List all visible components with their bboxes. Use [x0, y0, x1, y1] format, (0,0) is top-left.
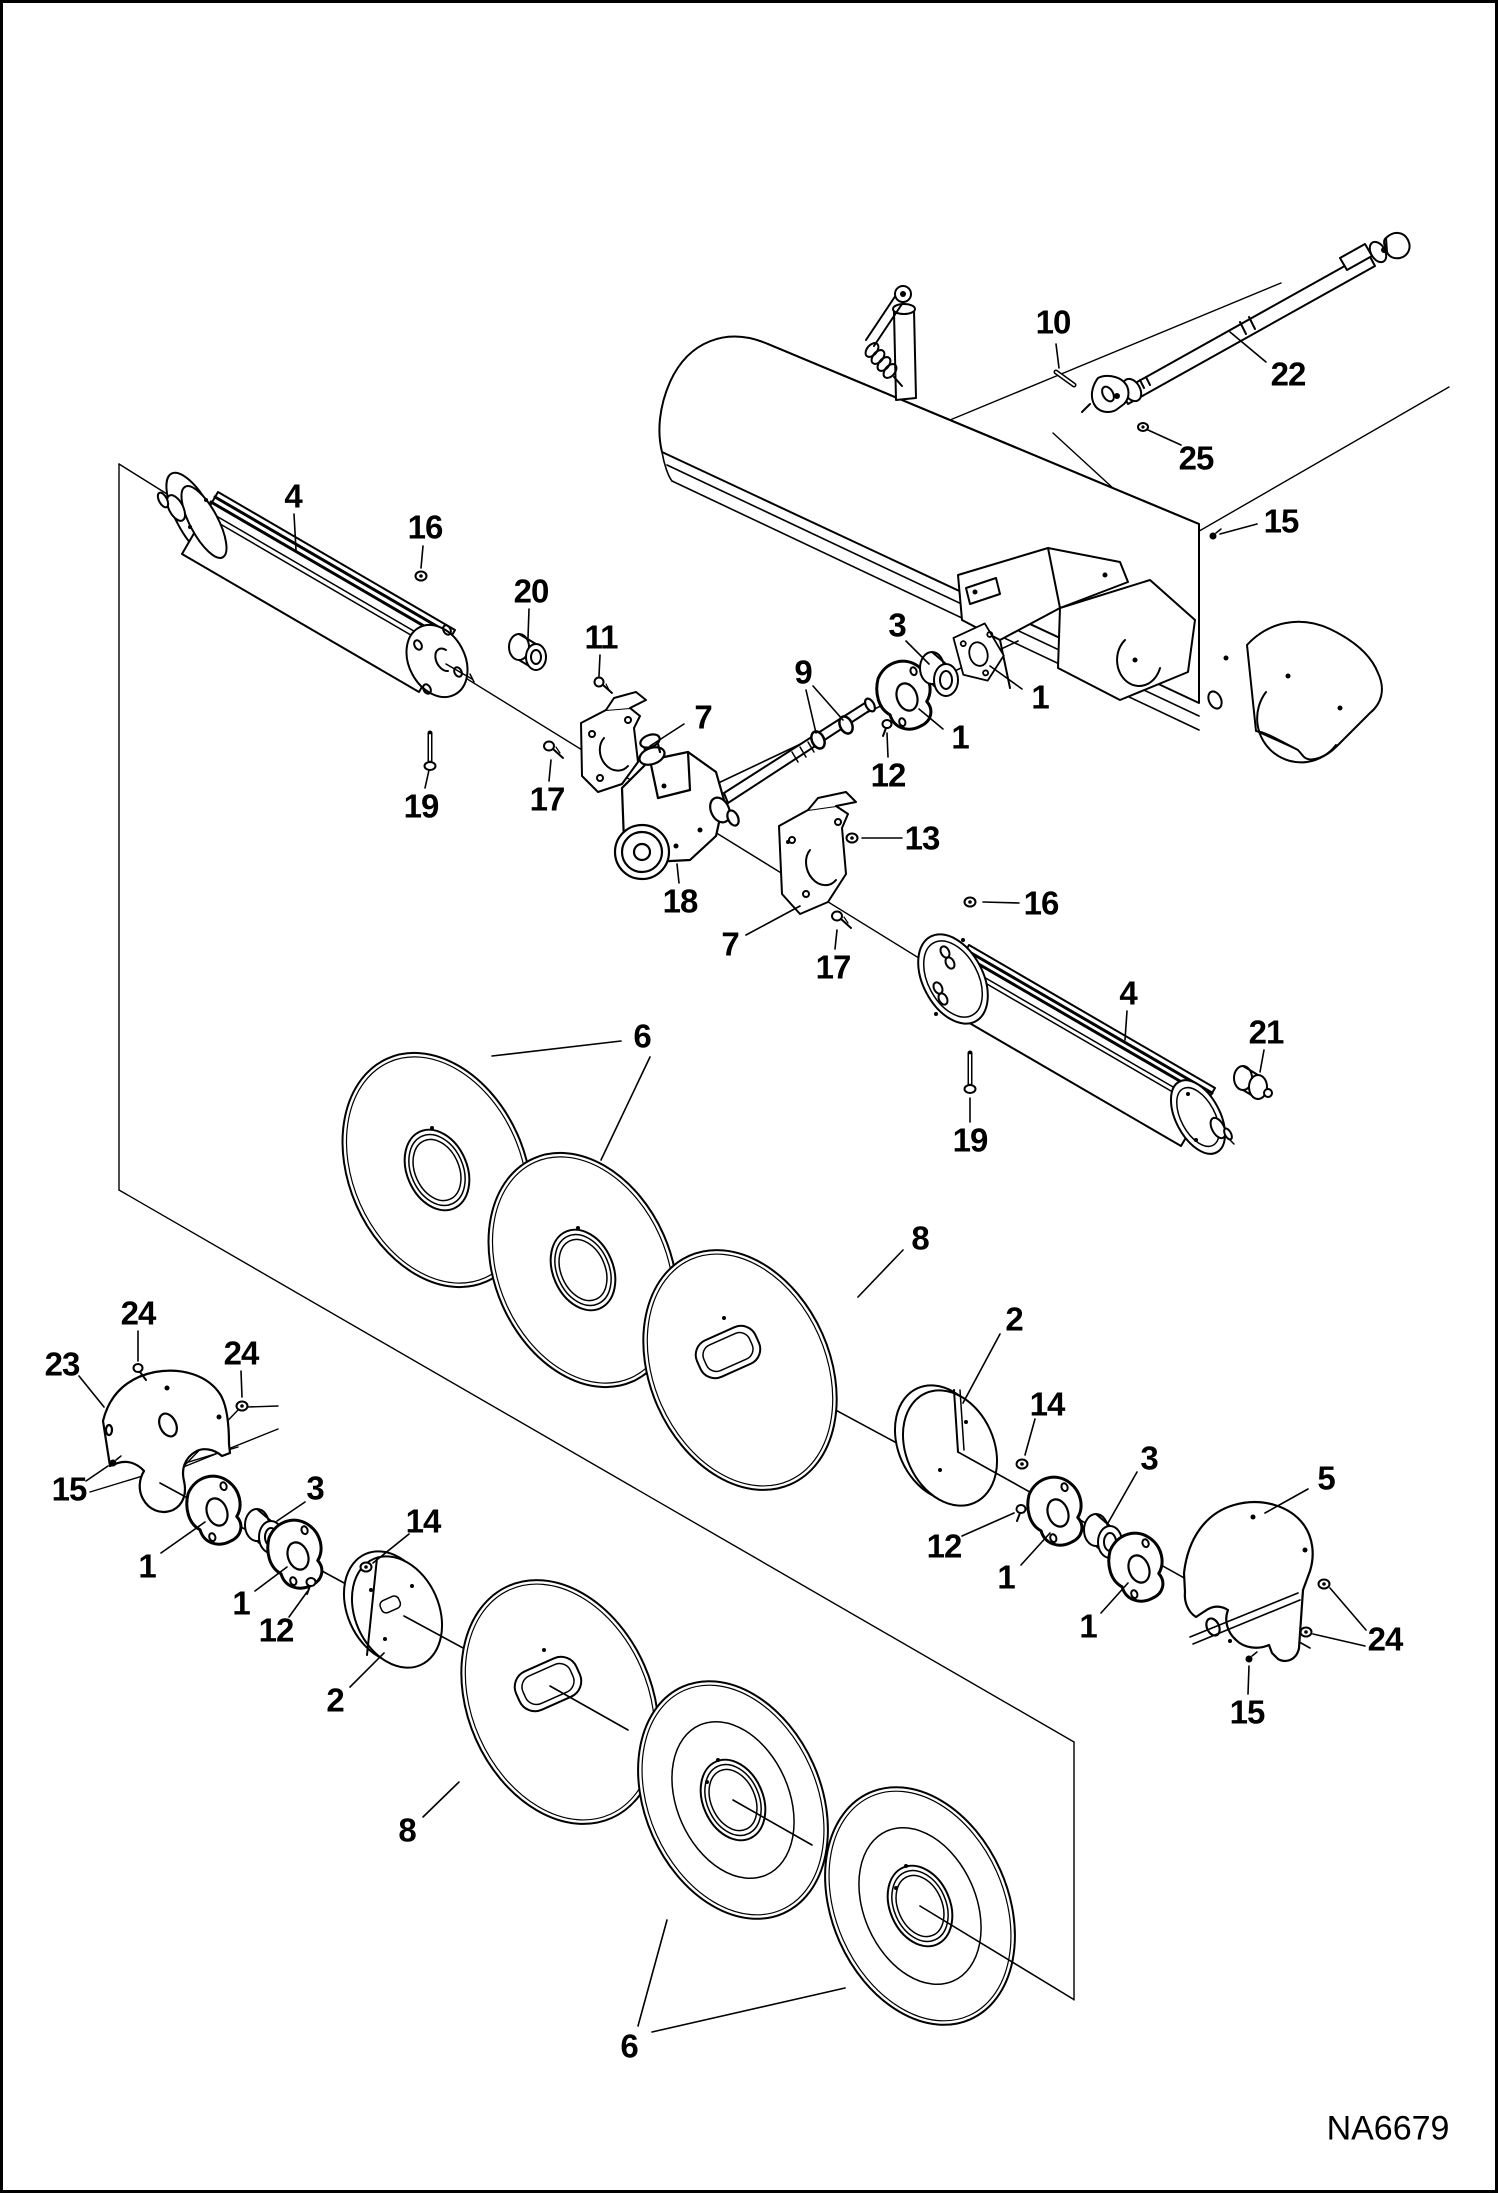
callout-21-22: 21: [1248, 1013, 1284, 1051]
leader-10-0: [1056, 344, 1059, 368]
callout-4-21: 4: [1119, 974, 1137, 1012]
screw-15-br: [1246, 1652, 1258, 1663]
hood-end-panel: [1206, 622, 1382, 763]
callout-10-0: 10: [1035, 303, 1071, 341]
leader-25-2: [1148, 430, 1181, 445]
callout-12-38: 12: [926, 1527, 962, 1565]
callout-20-6: 20: [513, 572, 549, 610]
callout-12-35: 12: [258, 1611, 294, 1649]
leader-6-46: [638, 1920, 667, 2026]
leader-7-18: [746, 906, 800, 935]
nut-24-left: [237, 1402, 248, 1411]
bolt-11: [595, 678, 613, 694]
callout-1-14: 1: [1031, 678, 1049, 716]
nut-13: [847, 834, 858, 843]
callout-14-27: 14: [1029, 1385, 1065, 1423]
nut-25: [1138, 423, 1148, 431]
callout-1-41: 1: [1079, 1607, 1097, 1645]
nut-24-right-2: [1301, 1628, 1312, 1637]
bolt-19-right: [965, 1053, 976, 1093]
callout-6-46: 6: [620, 2027, 638, 2065]
callout-24-28: 24: [120, 1294, 156, 1332]
half-disc-2-left: [327, 1537, 459, 1682]
callout-11-7: 11: [584, 618, 618, 656]
leader-3-40: [1108, 1472, 1137, 1523]
callout-1-39: 1: [997, 1558, 1015, 1596]
screw-12-bl: [307, 1578, 316, 1594]
pin-10: [1056, 372, 1074, 385]
leader-9-13: [813, 686, 843, 720]
bushing-20: [509, 634, 546, 670]
callout-4-4: 4: [284, 477, 302, 515]
leader-24-43: [1330, 1588, 1366, 1630]
callout-7-18: 7: [721, 925, 739, 963]
callout-22-1: 22: [1270, 355, 1306, 393]
drawing-code: NA6679: [1326, 2109, 1450, 2148]
leader-2-37: [350, 1653, 384, 1687]
bracket-right: [779, 792, 856, 914]
callout-3-40: 3: [1140, 1439, 1158, 1477]
callout-5-42: 5: [1317, 1459, 1335, 1497]
callout-15-31: 15: [51, 1470, 87, 1508]
leader-14-27: [1025, 1419, 1035, 1455]
callout-18-11: 18: [662, 882, 698, 920]
callout-3-33: 3: [306, 1469, 324, 1507]
callout-16-5: 16: [407, 508, 443, 546]
callout-2-26: 2: [1005, 1300, 1023, 1338]
pto-driveline: [1082, 233, 1410, 412]
leader-8-45: [423, 1782, 459, 1817]
leader-24-43: [1313, 1634, 1365, 1646]
nut-24-right-1: [1319, 1580, 1330, 1589]
callout-1-15: 1: [951, 718, 969, 756]
callout-19-23: 19: [952, 1121, 988, 1159]
callout-8-45: 8: [398, 1811, 416, 1849]
leader-8-25: [858, 1250, 903, 1297]
leader-12-38: [962, 1513, 1014, 1536]
leader-6-24: [601, 1057, 650, 1160]
leader-15-31: [86, 1466, 108, 1481]
latch-lever: [863, 286, 916, 400]
nut-14-right: [1017, 1460, 1028, 1469]
leader-12-16: [887, 733, 888, 757]
callout-6-24: 6: [633, 1017, 651, 1055]
leader-1-39: [1021, 1533, 1050, 1565]
callout-1-32: 1: [138, 1547, 156, 1585]
callout-24-29: 24: [223, 1334, 259, 1372]
nut-16-right: [965, 898, 976, 907]
nut-14-left: [361, 1563, 372, 1572]
leader-18-11: [677, 864, 679, 883]
leader-1-41: [1101, 1583, 1128, 1613]
leader-6-46: [652, 1988, 845, 2032]
leader-17-9: [549, 760, 551, 781]
callout-25-2: 25: [1178, 439, 1214, 477]
leader-3-33: [277, 1502, 305, 1521]
callout-2-37: 2: [326, 1681, 344, 1719]
leader-24-29: [241, 1371, 242, 1397]
roller-left: [156, 465, 480, 708]
callout-3-12: 3: [888, 606, 906, 644]
callout-15-3: 15: [1263, 502, 1299, 540]
bushing-21: [1234, 1066, 1272, 1099]
bearing-housing-br-1: [1019, 1470, 1093, 1553]
callout-13-17: 13: [904, 819, 940, 857]
bearing-housing-bl-1: [178, 1469, 252, 1552]
leader-16-5: [421, 546, 423, 568]
bolt-17-left: [544, 742, 563, 759]
callout-23-30: 23: [44, 1345, 80, 1383]
callout-24-43: 24: [1367, 1620, 1403, 1658]
leader-1-32: [161, 1522, 205, 1553]
callout-19-10: 19: [403, 787, 439, 825]
leader-6-24: [492, 1041, 621, 1056]
leader-19-10: [425, 770, 429, 788]
callout-14-36: 14: [405, 1502, 441, 1540]
callout-17-19: 17: [815, 948, 851, 986]
leader-15-3: [1220, 524, 1257, 534]
callout-17-9: 17: [529, 780, 565, 818]
callout-8-25: 8: [911, 1219, 929, 1257]
leader-11-7: [599, 655, 600, 676]
bolt-19-left: [425, 733, 436, 770]
cover-5: [1184, 1502, 1313, 1661]
leader-15-44: [1248, 1666, 1249, 1694]
callout-7-8: 7: [694, 698, 712, 736]
leader-23-30: [79, 1376, 104, 1407]
leader-17-19: [835, 930, 837, 949]
nut-16-left: [416, 572, 427, 581]
leader-9-13: [806, 690, 816, 733]
callout-9-13: 9: [794, 653, 812, 691]
callout-12-16: 12: [870, 756, 906, 794]
half-disc-2-right: [877, 1370, 1014, 1520]
callout-1-34: 1: [232, 1584, 250, 1622]
leader-16-20: [983, 902, 1019, 903]
callout-15-44: 15: [1229, 1693, 1265, 1731]
leader-21-22: [1260, 1050, 1264, 1072]
callout-16-20: 16: [1023, 884, 1059, 922]
leader-20-6: [528, 609, 529, 638]
screw-12-br: [1017, 1505, 1026, 1521]
leader-2-26: [963, 1334, 1000, 1403]
